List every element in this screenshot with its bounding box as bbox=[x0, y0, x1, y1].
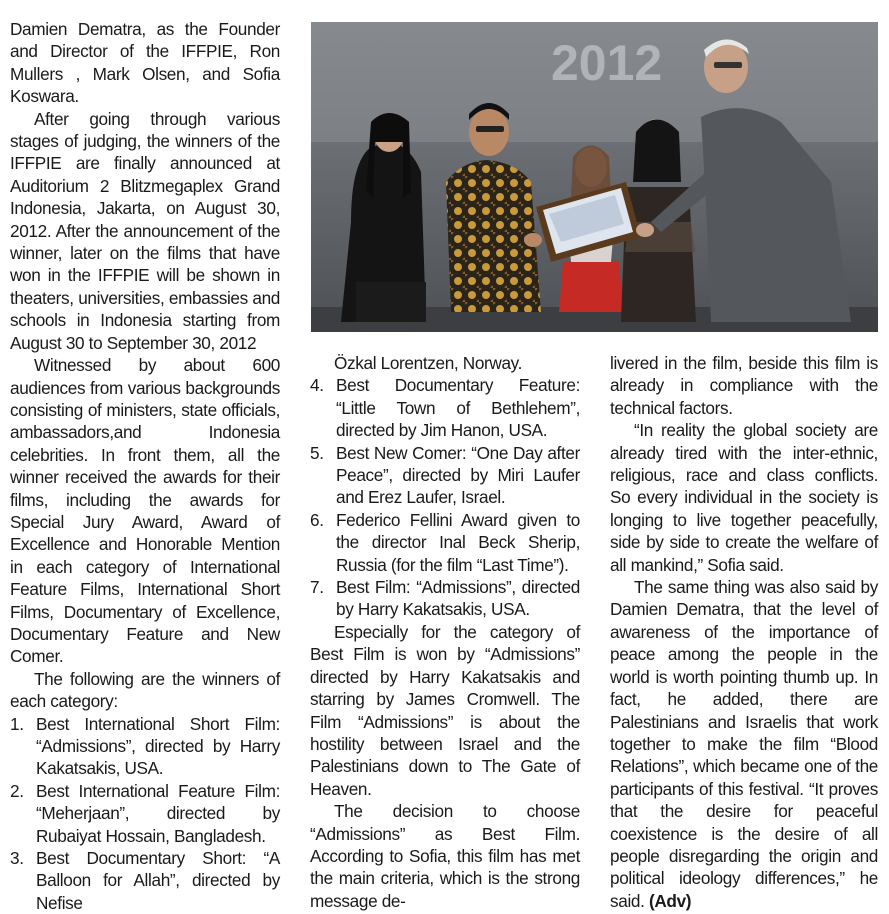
paragraph: Damien Dematra, as the Founder and Director of the IFFPIE, Ron Mullers , Mark Olsen, and Sofia Koswara. bbox=[10, 19, 280, 107]
list-number: 6. bbox=[310, 509, 324, 530]
list-item bbox=[10, 713, 280, 780]
list-item bbox=[310, 374, 580, 441]
paragraph bbox=[610, 576, 878, 912]
list-item bbox=[10, 780, 280, 847]
paragraph: The following are the winners of each category: bbox=[10, 668, 280, 712]
paragraph: Özkal Lorentzen, Norway. bbox=[334, 353, 523, 373]
article-column-2 bbox=[310, 352, 580, 912]
list-item bbox=[310, 442, 580, 509]
list-text: Best New Comer: “One Day after Peace”, directed by Miri Laufer and Erez Laufer, Israel. bbox=[336, 442, 580, 508]
paragraph: “In reality the global society are already tired with the inter-ethnic, religious, race and class conflicts. So every individual in the society is longing to live together peacefully, side by side to create the welfare of all mankind,” Sofia said. bbox=[610, 420, 878, 575]
paragraph: livered in the film, beside this film is already in compliance with the technical factors. bbox=[610, 353, 878, 418]
list-number: 4. bbox=[310, 375, 324, 396]
paragraph: After going through various stages of judging, the winners of the IFFPIE are finally announced at Auditorium 2 Blitzmegaplex Grand Indonesia, Jakarta, on August 30, 2012. After the announcement of the winner, later on the films that have won in the IFFPIE will be shown in theaters, universities, embassies and schools in Indonesia starting from August 30 to September 30, 2012 bbox=[10, 108, 280, 353]
list-text: Best Film: “Admissions”, directed by Harry Kakatsakis, USA. bbox=[336, 577, 580, 620]
list-number: 3. bbox=[10, 848, 24, 869]
article-column-1 bbox=[10, 18, 280, 914]
winners-list bbox=[10, 713, 280, 914]
list-number: 7. bbox=[310, 577, 324, 598]
list-item bbox=[10, 847, 280, 914]
advertorial-mark: (Adv) bbox=[649, 890, 692, 911]
list-text: Best Documentary Feature: “Little Town of Bethlehem”, directed by Jim Hanon, USA. bbox=[336, 375, 580, 441]
paragraph: The decision to choose “Admissions” as Best Film. According to Sofia, this film has met the main criteria, which is the strong message de- bbox=[310, 801, 580, 911]
list-text: Federico Fellini Award given to the director Inal Beck Sherip, Russia (for the film “Last Time”). bbox=[336, 509, 580, 575]
list-text: Best Documentary Short: “A Balloon for Allah”, directed by Nefise bbox=[36, 848, 280, 913]
list-item bbox=[310, 509, 580, 576]
list-text: Best International Short Film: “Admissions”, directed by Harry Kakatsakis, USA. bbox=[36, 713, 280, 779]
award-ceremony-photo bbox=[311, 22, 878, 332]
list-number: 2. bbox=[10, 780, 24, 801]
banner-year: 2012 bbox=[551, 35, 663, 91]
paragraph: Especially for the category of Best Film is won by “Admissions” directed by Harry Kakatsakis and starring by James Cromwell. The Film “Admissions” is about the hostility between Israel and the Palestinians down to The Gate of Heaven. bbox=[310, 621, 580, 799]
winners-list-continued bbox=[310, 374, 580, 620]
article-column-3 bbox=[610, 352, 878, 912]
list-text: Best International Feature Film: “Meherjaan”, directed by Rubaiyat Hossain, Bangladesh. bbox=[36, 780, 280, 846]
paragraph: Witnessed by about 600 audiences from various backgrounds consisting of ministers, state officials, ambassadors,and Indonesia celebrities. In front them, all the winner received the awards for their films, including the awards for Special Jury Award, Award of Excellence and Honorable Mention in each category of International Feature Films, International Short Films, Documentary of Excellence, Documentary Feature and New Comer. bbox=[10, 355, 280, 667]
list-number: 1. bbox=[10, 713, 24, 734]
list-number: 5. bbox=[310, 442, 324, 463]
list-item bbox=[310, 576, 580, 621]
paragraph-text: The same thing was also said by Damien Dematra, that the level of awareness of the importance of peace among the people in the world is worth pointing thumb up. In fact, he added, there are Palestinians and Israelis that work together to make the film “Blood Relations”, which became one of the participants of this festival. “It proves that the desire for peaceful coexistence is the desire of all people disregarding the origin and political ideology differences,” he said. bbox=[610, 577, 878, 911]
